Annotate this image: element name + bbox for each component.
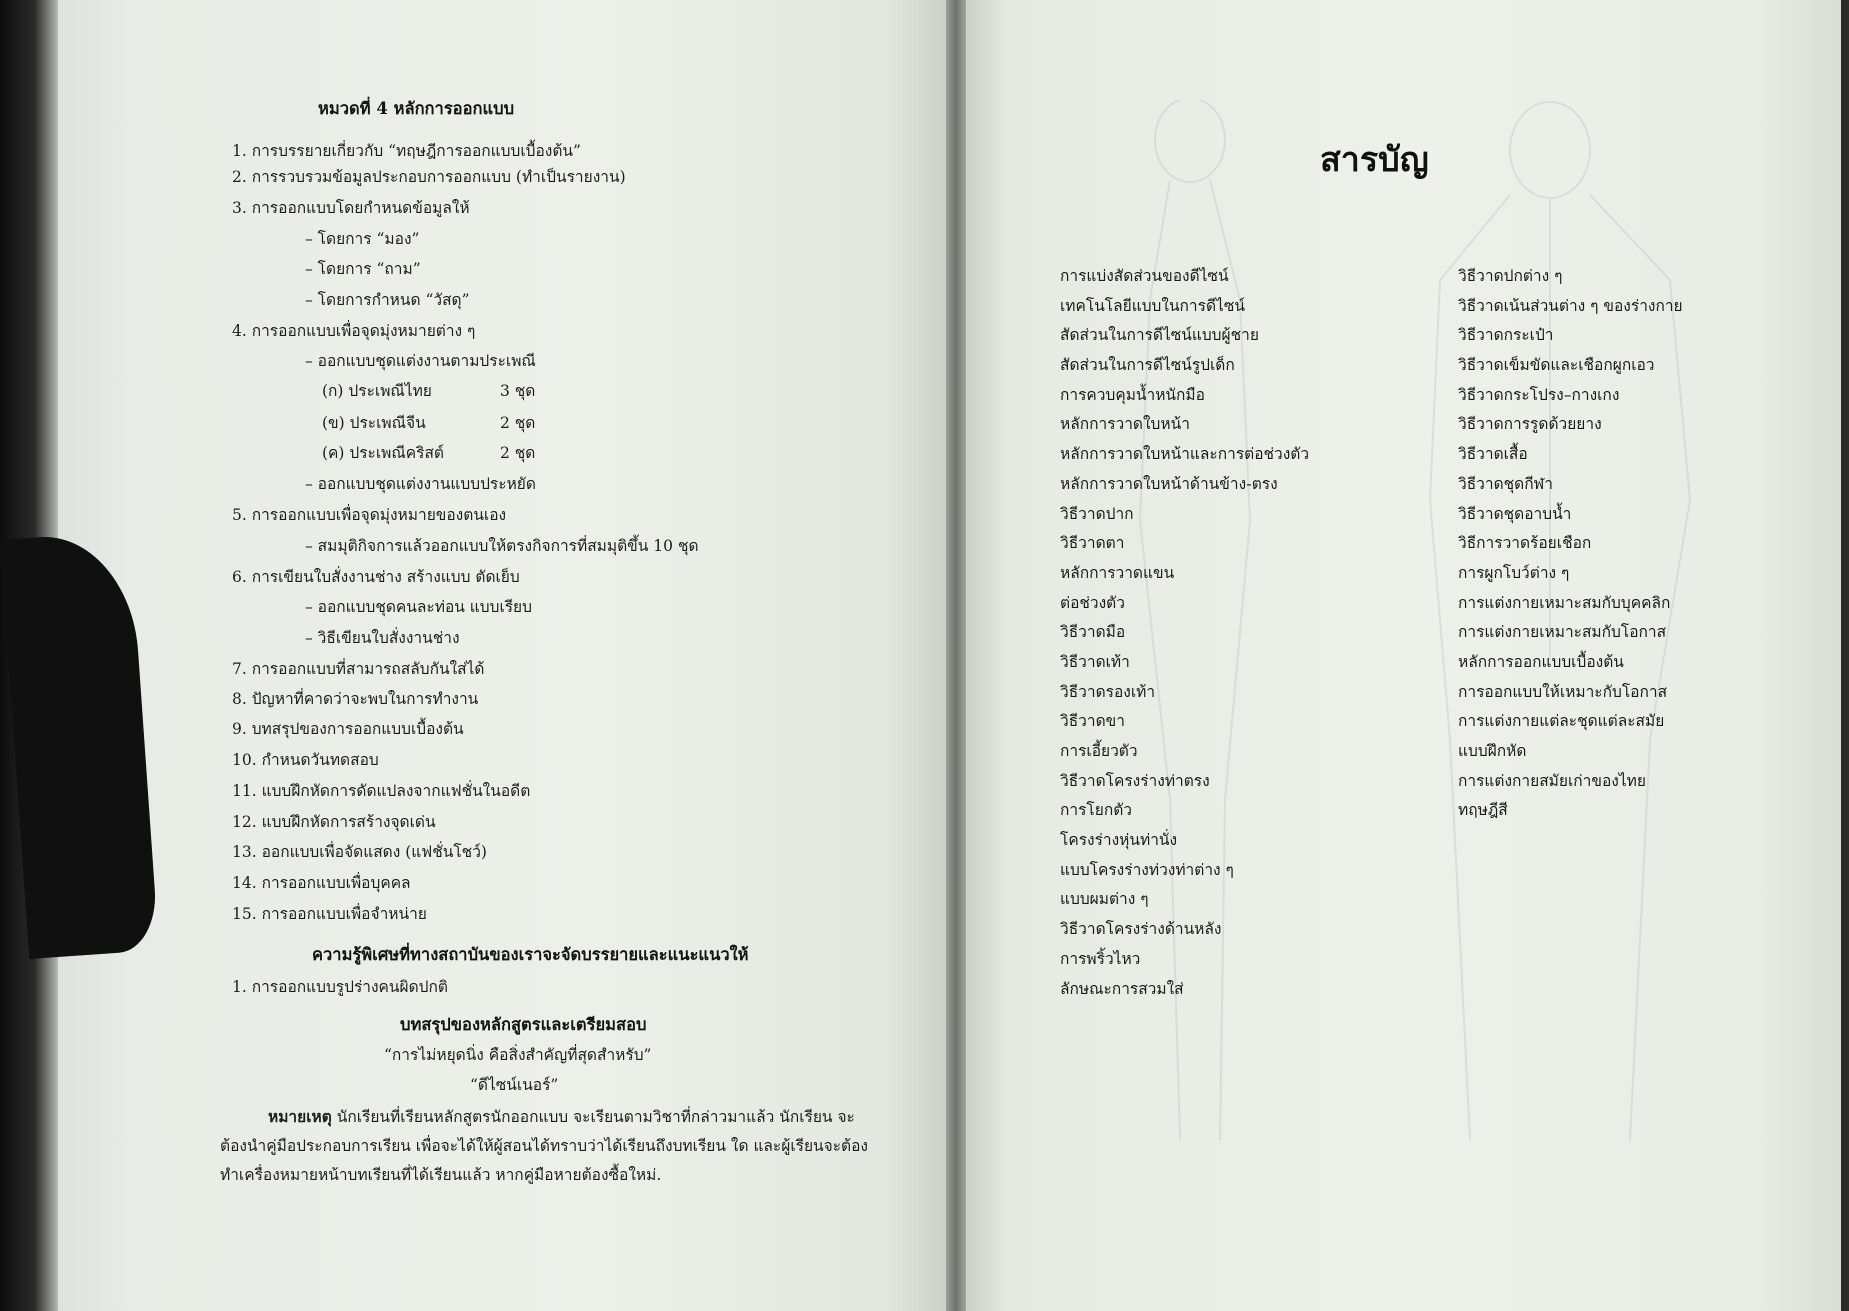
toc-item: แบบโครงร่างท่วงท่าต่าง ๆ <box>1060 860 1234 879</box>
quote-line: “การไม่หยุดนิ่ง คือสิ่งสำคัญที่สุดสำหรับ” <box>384 1046 652 1064</box>
list-item: 4. การออกแบบเพื่อจุดมุ่งหมายต่าง ๆ <box>232 322 476 340</box>
note-paragraph <box>220 1102 880 1190</box>
special-heading: ความรู้พิเศษที่ทางสถาบันของเราจะจัดบรรยายและแนะแนวให้ <box>312 945 749 964</box>
list-item: 11. แบบฝึกหัดการดัดแปลงจากแฟชั่นในอดีต <box>232 782 531 800</box>
list-item: 9. บทสรุปของการออกแบบเบื้องต้น <box>232 720 464 738</box>
toc-item: วิธีวาดเน้นส่วนต่าง ๆ ของร่างกาย <box>1458 296 1683 315</box>
note-body: นักเรียนที่เรียนหลักสูตรนักออกแบบ จะเรียนตามวิชาที่กล่าวมาแล้ว นักเรียน จะต้องนำคู่มือประกอบการเรียน เพื่อจะได้ให้ผู้สอนได้ทราบว่าได้เรียนถึงบทเรียน ใด และผู้เรียนจะต้องทำเครื่องหมายหน้าบทเรียนที่ได้เรียนแล้ว หากคู่มือหายต้องซื้อใหม่. <box>220 1108 868 1184</box>
book-spine <box>946 0 966 1311</box>
list-item: (ก) ประเพณีไทย <box>322 382 432 400</box>
toc-item: วิธีวาดเสื้อ <box>1458 445 1528 464</box>
toc-item: วิธีวาดชุดอาบน้ำ <box>1458 504 1572 523</box>
chapter-heading: หมวดที่ 4 หลักการออกแบบ <box>318 99 515 118</box>
summary-heading: บทสรุปของหลักสูตรและเตรียมสอบ <box>400 1015 647 1034</box>
list-item: 15. การออกแบบเพื่อจำหน่าย <box>232 905 427 923</box>
toc-item: การแต่งกายเหมาะสมกับบุคคลิก <box>1458 593 1671 612</box>
toc-item: วิธีวาดเท้า <box>1060 652 1130 671</box>
list-item: – ออกแบบชุดคนละท่อน แบบเรียบ <box>305 598 532 616</box>
toc-item: หลักการวาดใบหน้า <box>1060 415 1190 434</box>
toc-item: วิธีวาดชุดกีฬา <box>1458 474 1553 493</box>
toc-item: วิธีวาดการรูดด้วยยาง <box>1458 415 1602 434</box>
toc-item: วิธีวาดเข็มขัดและเชือกผูกเอว <box>1458 356 1655 375</box>
list-item: (ค) ประเพณีคริสต์ <box>322 444 444 462</box>
toc-item: แบบฝึกหัด <box>1458 742 1527 760</box>
toc-item: ลักษณะการสวมใส่ <box>1060 979 1184 998</box>
list-item: 8. ปัญหาที่คาดว่าจะพบในการทำงาน <box>232 690 479 708</box>
list-item: – วิธีเขียนใบสั่งงานช่าง <box>305 629 460 647</box>
special-item: 1. การออกแบบรูปร่างคนผิดปกติ <box>232 978 448 996</box>
toc-item: โครงร่างหุ่นท่านั่ง <box>1060 831 1178 850</box>
toc-item: แบบผมต่าง ๆ <box>1060 890 1149 909</box>
toc-item: ต่อช่วงตัว <box>1060 593 1125 612</box>
list-item: 6. การเขียนใบสั่งงานช่าง สร้างแบบ ตัดเย็บ <box>232 568 520 586</box>
toc-item: ทฤษฎีสี <box>1458 801 1508 820</box>
list-item-count: 2 ชุด <box>500 414 536 432</box>
list-item: – โดยการ “ถาม” <box>305 260 421 278</box>
list-item: 14. การออกแบบเพื่อบุคคล <box>232 874 411 892</box>
list-item: 3. การออกแบบโดยกำหนดข้อมูลให้ <box>232 199 470 217</box>
list-item: – โดยการกำหนด “วัสดุ” <box>305 291 470 309</box>
list-item: 13. ออกแบบเพื่อจัดแสดง (แฟชั่นโชว์) <box>232 843 487 861</box>
toc-item: การเอี้ยวตัว <box>1060 742 1138 760</box>
list-item: – โดยการ “มอง” <box>305 230 420 248</box>
list-item: 7. การออกแบบที่สามารถสลับกันใส่ได้ <box>232 660 485 678</box>
list-item-count: 3 ชุด <box>500 382 536 400</box>
toc-column-left <box>1060 262 1309 1004</box>
list-item: – ออกแบบชุดแต่งงานตามประเพณี <box>305 352 536 370</box>
list-item: 2. การรวบรวมข้อมูลประกอบการออกแบบ (ทำเป็นรายงาน) <box>232 168 626 186</box>
list-item: 5. การออกแบบเพื่อจุดมุ่งหมายของตนเอง <box>232 506 507 524</box>
quote-line: “ดีไซน์เนอร์” <box>470 1076 559 1094</box>
toc-item: การผูกโบว์ต่าง ๆ <box>1458 563 1570 582</box>
toc-item: วิธีวาดโครงร่างท่าตรง <box>1060 771 1210 790</box>
toc-item: หลักการวาดใบหน้าและการต่อช่วงตัว <box>1060 445 1310 464</box>
right-edge-shadow <box>1841 0 1849 1311</box>
toc-item: วิธีวาดกระเป๋า <box>1458 326 1554 345</box>
toc-item: การแต่งกายสมัยเก่าของไทย <box>1458 771 1646 790</box>
toc-item: วิธีวาดตา <box>1060 534 1125 553</box>
toc-item: วิธีวาดมือ <box>1060 623 1126 642</box>
toc-item: วิธีวาดปกต่าง ๆ <box>1458 267 1563 285</box>
list-item: 12. แบบฝึกหัดการสร้างจุดเด่น <box>232 813 436 831</box>
toc-item: วิธีวาดโครงร่างด้านหลัง <box>1060 920 1222 939</box>
toc-item: การแต่งกายเหมาะสมกับโอกาส <box>1458 623 1667 642</box>
list-item: – สมมุติกิจการแล้วออกแบบให้ตรงกิจการที่สมมุติขึ้น 10 ชุด <box>305 537 699 555</box>
toc-item: หลักการวาดใบหน้าด้านข้าง-ตรง <box>1060 474 1278 493</box>
toc-item: การออกแบบให้เหมาะกับโอกาส <box>1458 682 1668 701</box>
toc-item: การแต่งกายแต่ละชุดแต่ละสมัย <box>1458 712 1665 731</box>
toc-item: การแบ่งสัดส่วนของดีไซน์ <box>1060 267 1229 285</box>
toc-item: วิธีวาดกระโปรง–กางเกง <box>1458 385 1620 404</box>
toc-column-right <box>1458 262 1683 826</box>
toc-item: เทคโนโลยีแบบในการดีไซน์ <box>1060 296 1245 315</box>
note-label: หมายเหตุ <box>268 1107 332 1126</box>
list-item: 10. กำหนดวันทดสอบ <box>232 751 379 769</box>
toc-item: หลักการวาดแขน <box>1060 563 1175 582</box>
toc-item: การควบคุมน้ำหนักมือ <box>1060 385 1205 404</box>
toc-item: หลักการออกแบบเบื้องต้น <box>1458 652 1624 671</box>
toc-item: สัดส่วนในการดีไซน์รูปเด็ก <box>1060 356 1235 375</box>
toc-item: วิธีวาดปาก <box>1060 504 1134 523</box>
toc-item: การโยกตัว <box>1060 801 1132 820</box>
toc-item: วิธีการวาดร้อยเชือก <box>1458 534 1592 553</box>
list-item: – ออกแบบชุดแต่งงานแบบประหยัด <box>305 475 536 493</box>
toc-item: การพริ้วไหว <box>1060 949 1141 968</box>
list-item: 1. การบรรยายเกี่ยวกับ “ทฤษฎีการออกแบบเบื้องต้น” <box>232 142 581 160</box>
toc-item: วิธีวาดรองเท้า <box>1060 682 1156 701</box>
toc-item: วิธีวาดขา <box>1060 712 1125 731</box>
list-item-count: 2 ชุด <box>500 444 536 462</box>
list-item: (ข) ประเพณีจีน <box>322 414 426 432</box>
toc-title: สารบัญ <box>1320 140 1429 180</box>
toc-item: สัดส่วนในการดีไซน์แบบผู้ชาย <box>1060 326 1259 345</box>
